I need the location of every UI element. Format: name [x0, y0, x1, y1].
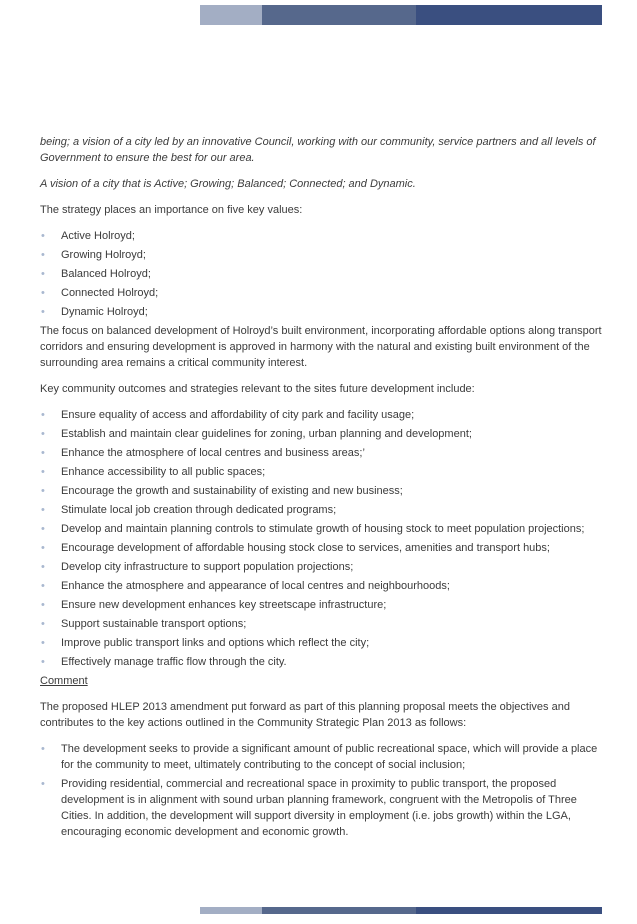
bullet-icon: •	[41, 599, 45, 611]
bullet-icon: •	[41, 618, 45, 630]
bullet-icon: •	[41, 656, 45, 668]
value-list-item	[40, 228, 602, 244]
outcomes-list	[40, 407, 602, 670]
focus-paragraph: The focus on balanced development of Holroyd’s built environment, incorporating affordable options along transport corridors and ensuring development is approved in harmony with the natural and existing built environment of the surrounding area remains a critical community interest.	[40, 325, 602, 369]
outcome-list-item	[40, 635, 602, 651]
bullet-icon: •	[41, 287, 45, 299]
list-item-text: Ensure equality of access and affordability of city park and facility usage;	[61, 409, 415, 421]
list-item-text: Growing Holroyd;	[61, 249, 146, 261]
bullet-icon: •	[41, 409, 45, 421]
list-item-text: Enhance accessibility to all public spaces;	[61, 466, 266, 478]
footer-bar-segment-light	[200, 907, 262, 914]
list-item-text: Encourage the growth and sustainability of existing and new business;	[61, 485, 403, 497]
bullet-icon: •	[41, 778, 45, 790]
list-item-text: Develop city infrastructure to support population projections;	[61, 561, 354, 573]
vision-paragraph: A vision of a city that is Active; Growing; Balanced; Connected; and Dynamic.	[40, 178, 416, 190]
outcome-list-item	[40, 559, 602, 575]
header-bar-segment-dark	[416, 5, 602, 25]
list-item-text: Stimulate local job creation through dedicated programs;	[61, 504, 337, 516]
value-list-item	[40, 285, 602, 301]
list-item-text: Balanced Holroyd;	[61, 268, 151, 280]
bullet-icon: •	[41, 306, 45, 318]
comment-list-item	[40, 741, 602, 773]
bullet-icon: •	[41, 542, 45, 554]
footer-bar-segment-mid	[262, 907, 416, 914]
outcome-list-item	[40, 483, 602, 499]
outcome-list-item	[40, 578, 602, 594]
outcome-list-item	[40, 445, 602, 461]
outcome-list-item	[40, 616, 602, 632]
comment-list	[40, 741, 602, 840]
list-item-text: Dynamic Holroyd;	[61, 306, 148, 318]
comment-heading: Comment	[40, 675, 88, 687]
value-list-item	[40, 304, 602, 320]
list-item-text: Ensure new development enhances key streetscape infrastructure;	[61, 599, 387, 611]
values-list	[40, 228, 602, 320]
bullet-icon: •	[41, 466, 45, 478]
outcome-list-item	[40, 540, 602, 556]
list-item-text: Enhance the atmosphere and appearance of local centres and neighbourhoods;	[61, 580, 450, 592]
value-list-item	[40, 247, 602, 263]
outcome-list-item	[40, 521, 602, 537]
list-item-text: Connected Holroyd;	[61, 287, 159, 299]
outcome-list-item	[40, 502, 602, 518]
outcome-list-item	[40, 464, 602, 480]
list-item-text: Establish and maintain clear guidelines for zoning, urban planning and development;	[61, 428, 472, 440]
list-item-text: Improve public transport links and options which reflect the city;	[61, 637, 370, 649]
outcome-list-item	[40, 654, 602, 670]
footer-decorative-bar	[200, 907, 602, 914]
bullet-icon: •	[41, 637, 45, 649]
list-item-text: Effectively manage traffic flow through the city.	[61, 656, 287, 668]
comment-list-item	[40, 776, 602, 840]
header-decorative-bar	[200, 5, 602, 25]
outcome-list-item	[40, 407, 602, 423]
outcome-list-item	[40, 426, 602, 442]
bullet-icon: •	[41, 268, 45, 280]
bullet-icon: •	[41, 561, 45, 573]
comment-paragraph: The proposed HLEP 2013 amendment put forward as part of this planning proposal meets the objectives and contributes to the key actions outlined in the Community Strategic Plan 2013 as follows:	[40, 701, 570, 729]
bullet-icon: •	[41, 428, 45, 440]
bullet-icon: •	[41, 523, 45, 535]
header-bar-segment-mid	[262, 5, 416, 25]
header-bar-segment-light	[200, 5, 262, 25]
bullet-icon: •	[41, 249, 45, 261]
list-item-text: Active Holroyd;	[61, 230, 135, 242]
bullet-icon: •	[41, 447, 45, 459]
bullet-icon: •	[41, 580, 45, 592]
bullet-icon: •	[41, 504, 45, 516]
footer-bar-segment-dark	[416, 907, 602, 914]
bullet-icon: •	[41, 485, 45, 497]
list-item-text: Encourage development of affordable housing stock close to services, amenities and transport hubs;	[61, 542, 550, 554]
list-item-text: Providing residential, commercial and recreational space in proximity to public transport, the proposed development is in alignment with sound urban planning framework, congruent with the Metropolis of Three Cities. In addition, the development will support diversity in employment (i.e. jobs growth) within the LGA, encouraging economic development and economic growth.	[61, 778, 577, 838]
values-intro-paragraph: The strategy places an importance on five key values:	[40, 204, 303, 216]
intro-paragraph: being; a vision of a city led by an innovative Council, working with our community, service partners and all levels of Government to ensure the best for our area.	[40, 136, 596, 164]
value-list-item	[40, 266, 602, 282]
list-item-text: Enhance the atmosphere of local centres and business areas;’	[61, 447, 365, 459]
document-body	[40, 134, 602, 843]
outcomes-intro-paragraph: Key community outcomes and strategies relevant to the sites future development include:	[40, 383, 475, 395]
bullet-icon: •	[41, 743, 45, 755]
list-item-text: Support sustainable transport options;	[61, 618, 247, 630]
list-item-text: The development seeks to provide a significant amount of public recreational space, which will provide a place for the community to meet, ultimately contributing to the concept of social inclusion;	[61, 743, 598, 771]
outcome-list-item	[40, 597, 602, 613]
bullet-icon: •	[41, 230, 45, 242]
list-item-text: Develop and maintain planning controls to stimulate growth of housing stock to meet population projections;	[61, 523, 585, 535]
